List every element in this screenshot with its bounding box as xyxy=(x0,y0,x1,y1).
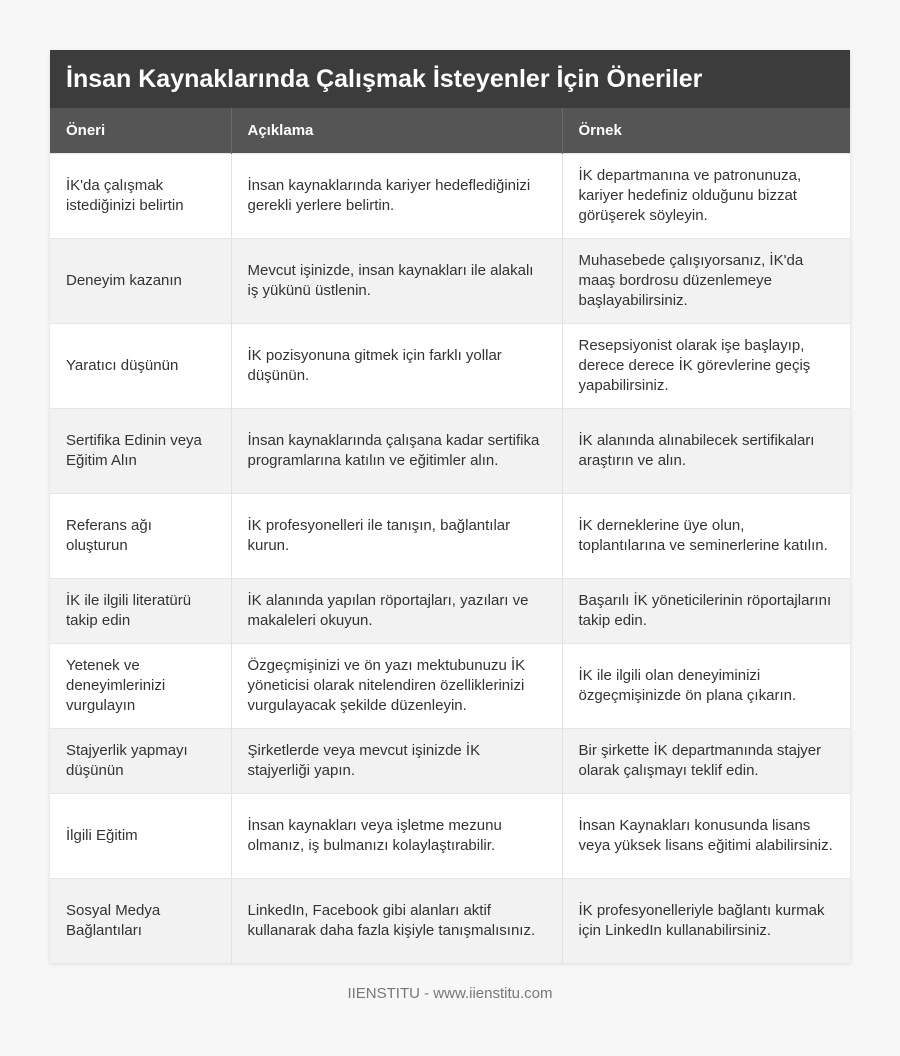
column-header-description: Açıklama xyxy=(231,108,562,153)
cell-recommendation: Sertifika Edinin veya Eğitim Alın xyxy=(50,408,231,493)
table-row xyxy=(50,238,850,323)
table-row xyxy=(50,493,850,578)
table-row xyxy=(50,323,850,408)
table-title: İnsan Kaynaklarında Çalışmak İsteyenler İçin Öneriler xyxy=(50,50,850,108)
cell-example: İK departmanına ve patronunuza, kariyer hedefiniz olduğunu bizzat görüşerek söyleyin. xyxy=(562,153,850,238)
cell-example: İK derneklerine üye olun, toplantılarına ve seminerlerine katılın. xyxy=(562,493,850,578)
table-row xyxy=(50,578,850,643)
table-row xyxy=(50,793,850,878)
table-row xyxy=(50,153,850,238)
recommendations-card xyxy=(50,50,850,963)
cell-recommendation: Deneyim kazanın xyxy=(50,238,231,323)
cell-recommendation: Yetenek ve deneyimlerinizi vurgulayın xyxy=(50,643,231,728)
cell-example: Başarılı İK yöneticilerinin röportajlarını takip edin. xyxy=(562,578,850,643)
table-row xyxy=(50,643,850,728)
cell-recommendation: İlgili Eğitim xyxy=(50,793,231,878)
cell-recommendation: Sosyal Medya Bağlantıları xyxy=(50,878,231,963)
cell-description: Mevcut işinizde, insan kaynakları ile alakalı iş yükünü üstlenin. xyxy=(231,238,562,323)
cell-description: İK profesyonelleri ile tanışın, bağlantılar kurun. xyxy=(231,493,562,578)
column-header-example: Örnek xyxy=(562,108,850,153)
cell-recommendation: Stajyerlik yapmayı düşünün xyxy=(50,728,231,793)
cell-description: İK pozisyonuna gitmek için farklı yollar düşünün. xyxy=(231,323,562,408)
cell-recommendation: Referans ağı oluşturun xyxy=(50,493,231,578)
cell-example: Resepsiyonist olarak işe başlayıp, derece derece İK görevlerine geçiş yapabilirsiniz. xyxy=(562,323,850,408)
cell-description: İnsan kaynakları veya işletme mezunu olmanız, iş bulmanızı kolaylaştırabilir. xyxy=(231,793,562,878)
cell-example: Bir şirkette İK departmanında stajyer olarak çalışmayı teklif edin. xyxy=(562,728,850,793)
cell-example: İK alanında alınabilecek sertifikaları araştırın ve alın. xyxy=(562,408,850,493)
table-row xyxy=(50,728,850,793)
cell-description: Şirketlerde veya mevcut işinizde İK stajyerliği yapın. xyxy=(231,728,562,793)
cell-description: İK alanında yapılan röportajları, yazıları ve makaleleri okuyun. xyxy=(231,578,562,643)
cell-recommendation: İK ile ilgili literatürü takip edin xyxy=(50,578,231,643)
cell-description: Özgeçmişinizi ve ön yazı mektubunuzu İK yöneticisi olarak nitelendiren özelliklerinizi vurgulayacak şekilde düzenleyin. xyxy=(231,643,562,728)
footer-credit: IIENSTITU - www.iienstitu.com xyxy=(347,985,553,1002)
table-row xyxy=(50,878,850,963)
recommendations-table xyxy=(50,108,850,963)
table-row xyxy=(50,408,850,493)
cell-recommendation: Yaratıcı düşünün xyxy=(50,323,231,408)
cell-description: İnsan kaynaklarında çalışana kadar sertifika programlarına katılın ve eğitimler alın. xyxy=(231,408,562,493)
cell-description: LinkedIn, Facebook gibi alanları aktif kullanarak daha fazla kişiyle tanışmalısınız. xyxy=(231,878,562,963)
cell-description: İnsan kaynaklarında kariyer hedeflediğinizi gerekli yerlere belirtin. xyxy=(231,153,562,238)
cell-example: İnsan Kaynakları konusunda lisans veya yüksek lisans eğitimi alabilirsiniz. xyxy=(562,793,850,878)
cell-recommendation: İK'da çalışmak istediğinizi belirtin xyxy=(50,153,231,238)
cell-example: İK profesyonelleriyle bağlantı kurmak için LinkedIn kullanabilirsiniz. xyxy=(562,878,850,963)
cell-example: Muhasebede çalışıyorsanız, İK'da maaş bordrosu düzenlemeye başlayabilirsiniz. xyxy=(562,238,850,323)
column-header-recommendation: Öneri xyxy=(50,108,231,153)
header-row xyxy=(50,108,850,153)
cell-example: İK ile ilgili olan deneyiminizi özgeçmişinizde ön plana çıkarın. xyxy=(562,643,850,728)
